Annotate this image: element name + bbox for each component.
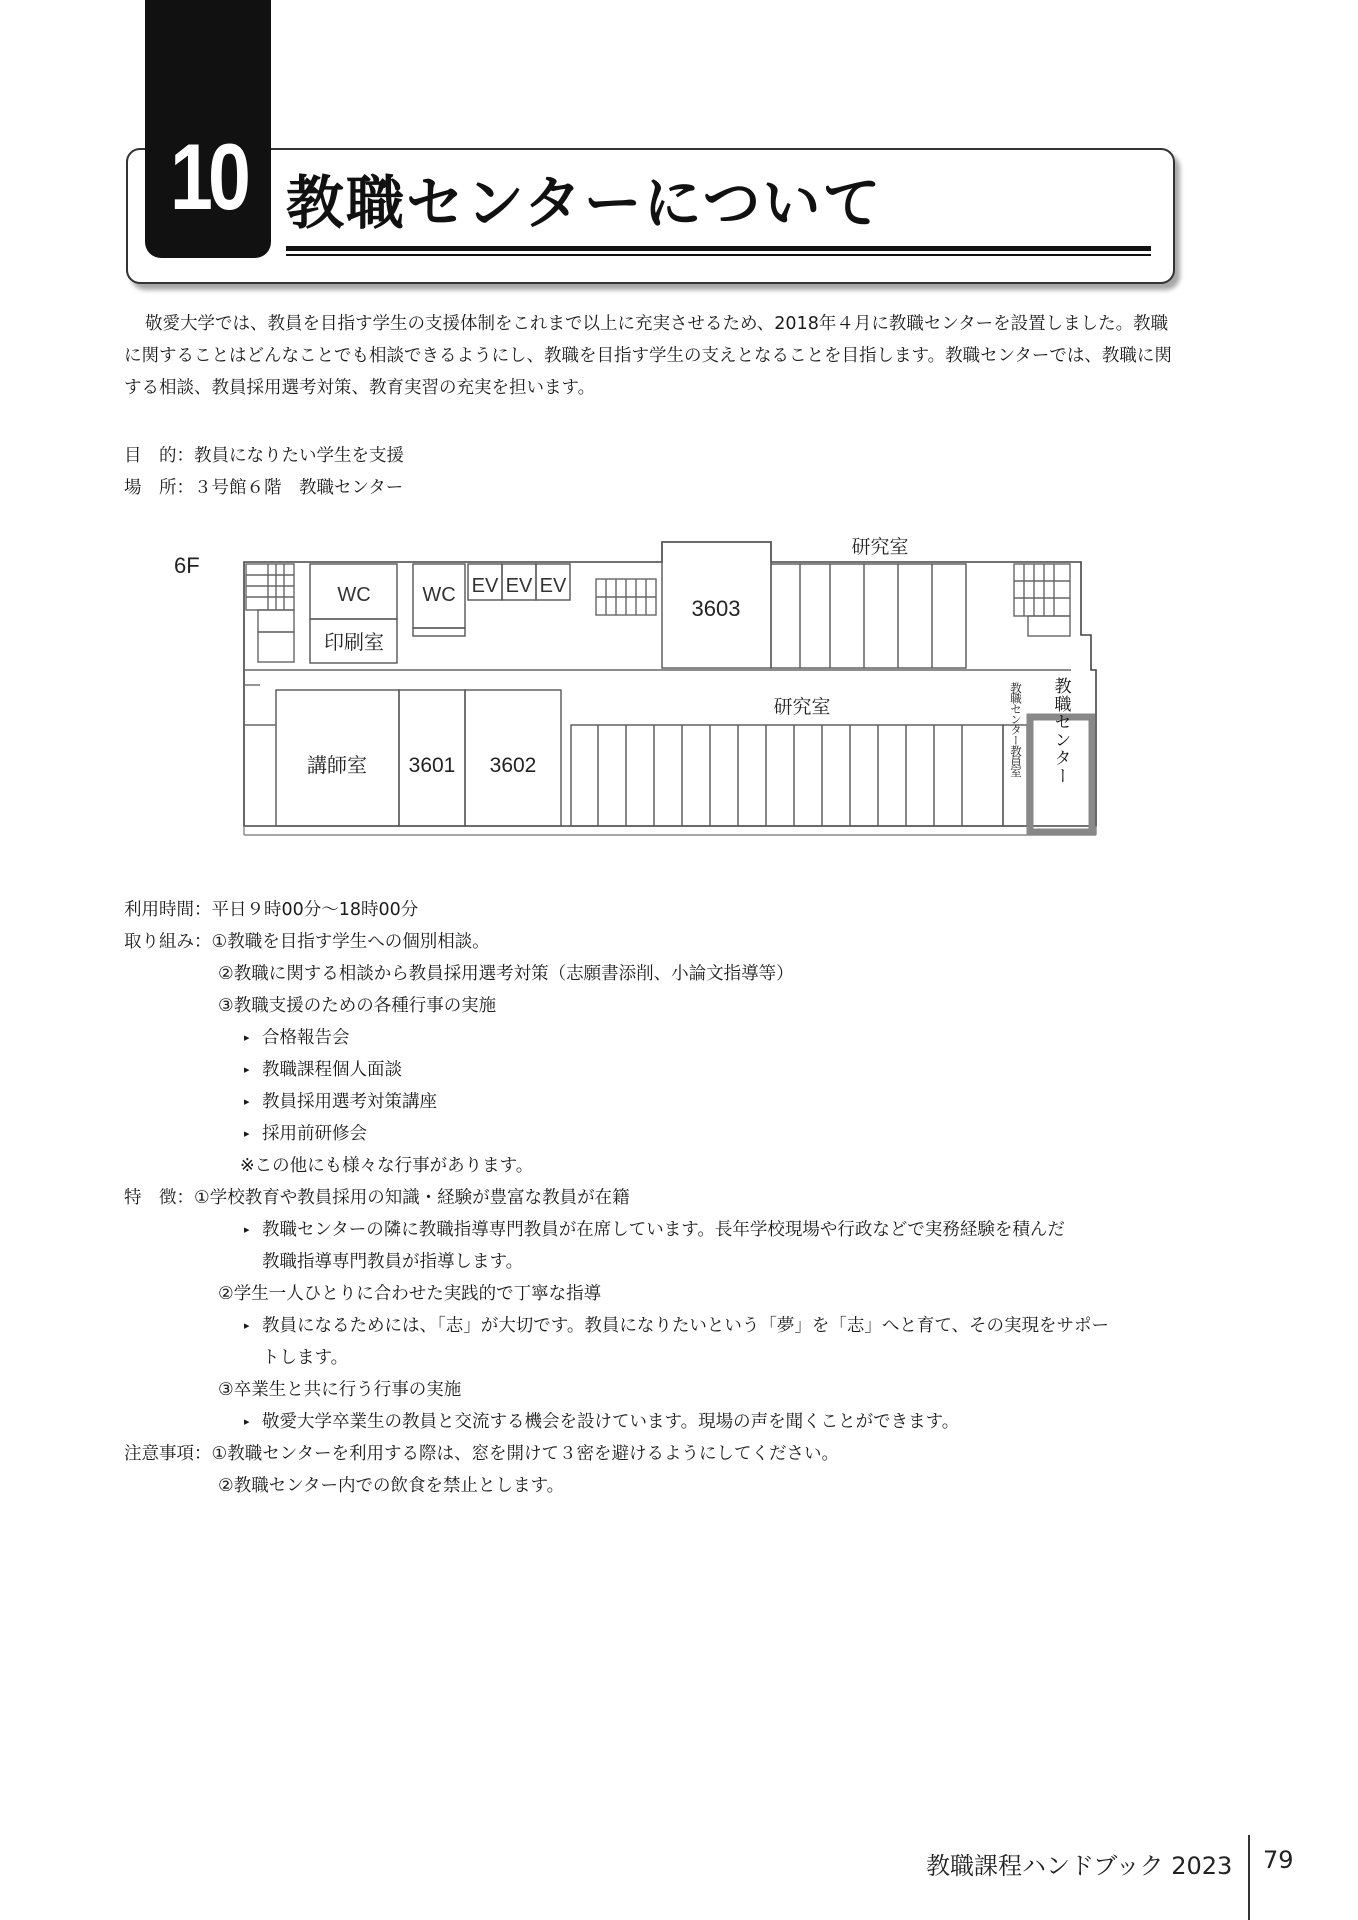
events-note: ※この他にも様々な行事があります。: [240, 1156, 534, 1176]
ev-label-2: EV: [505, 575, 533, 597]
feature-1-detail-cont: 教職指導専門教員が指導します。: [262, 1252, 524, 1272]
research-label-bottom: 研究室: [773, 697, 831, 718]
cautions-row: [124, 1438, 839, 1470]
purpose-label: 目 的：: [124, 446, 194, 466]
hours-value: 平日９時00分～18時00分: [211, 900, 419, 920]
caution-1: ①教職センターを利用する際は、窓を開けて３密を避けるようにしてください。: [211, 1444, 839, 1464]
stairs-right: [1014, 564, 1070, 636]
features-label: 特 徴：: [124, 1188, 194, 1208]
efforts-row: [124, 926, 490, 958]
stairs-left: [246, 564, 294, 662]
section-number: 10: [170, 124, 246, 229]
title-underline-thin: [286, 254, 1151, 256]
event-item-4: ▸ 採用前研修会: [244, 1118, 367, 1150]
research-rooms-bottom: [571, 725, 1003, 826]
feature-1: ①学校教育や教員採用の知識・経験が豊富な教員が在籍: [194, 1188, 630, 1208]
floor-map: [166, 535, 1116, 855]
page-number: 79: [1263, 1846, 1294, 1874]
location-value: ３号館６階 教職センター: [194, 478, 404, 498]
purpose-row: [124, 440, 404, 472]
caution-2: ②教職センター内での飲食を禁止とします。: [218, 1476, 565, 1496]
feature-2: ②学生一人ひとりに合わせた実践的で丁寧な指導: [218, 1284, 602, 1304]
room-3601-label: 3601: [408, 754, 456, 777]
cautions-label: 注意事項：: [124, 1444, 212, 1464]
center-staff-room-label: 教職センター教員室: [1009, 681, 1021, 777]
feature-1-detail: ▸ 教職センターの隣に教職指導専門教員が在席しています。長年学校現場や行政などで実務経験を積んだ: [244, 1214, 1065, 1246]
print-room-label: 印刷室: [324, 632, 384, 654]
bullet-triangle-icon: ▸: [244, 1223, 250, 1236]
wc-label-2: WC: [422, 584, 456, 606]
location-label: 場 所：: [124, 478, 194, 498]
room-3602-label: 3602: [489, 754, 537, 777]
bullet-triangle-icon: ▸: [244, 1095, 250, 1108]
bullet-triangle-icon: ▸: [244, 1415, 250, 1428]
feature-2-detail: ▸ 教員になるためには、「志」が大切です。教員になりたいという「夢」を「志」へと育て、その実現をサポー: [244, 1310, 1109, 1342]
effort-item-1: ①教職を目指す学生への個別相談。: [211, 932, 490, 952]
stairs-center: [596, 579, 656, 615]
research-rooms-top: [771, 564, 966, 668]
efforts-label: 取り組み：: [124, 932, 212, 952]
hours-row: [124, 894, 418, 926]
floor-label: 6F: [174, 553, 200, 578]
event-item-2: ▸ 教職課程個人面談: [244, 1054, 402, 1086]
features-row: [124, 1182, 630, 1214]
wc-label-1: WC: [337, 584, 371, 606]
building-outline: [244, 542, 1096, 826]
location-row: [124, 472, 403, 504]
effort-item-2: ②教職に関する相談から教員採用選考対策（志願書添削、小論文指導等）: [218, 964, 794, 984]
feature-2-detail-cont: トします。: [262, 1348, 349, 1368]
event-item-3: ▸ 教員採用選考対策講座: [244, 1086, 437, 1118]
lecturer-room-label: 講師室: [307, 755, 367, 777]
room-3603-label: 3603: [691, 596, 741, 621]
page-title: 教職センターについて: [286, 169, 883, 237]
intro-paragraph: 敬愛大学では、教員を目指す学生の支援体制をこれまで以上に充実させるため、2018年４月に教職センターを設置しました。教職に関することはどんなことでも相談できるようにし、教職を目指す学生の支えとなることを目指します。教職センターでは、教職に関する相談、教員採用選考対策、教育実習の充実を担います。: [124, 314, 1172, 398]
hours-label: 利用時間：: [124, 900, 212, 920]
effort-item-3: ③教職支援のための各種行事の実施: [218, 996, 497, 1016]
footer-divider: [1248, 1835, 1250, 1920]
ev-label-1: EV: [471, 575, 499, 597]
footer-title: 教職課程ハンドブック 2023: [926, 1852, 1233, 1880]
event-item-1: ▸ 合格報告会: [244, 1022, 350, 1054]
research-label-top: 研究室: [851, 537, 909, 558]
title-underline: [286, 246, 1151, 251]
career-center-label: 教職センター: [1051, 677, 1071, 785]
bullet-triangle-icon: ▸: [244, 1063, 250, 1076]
bullet-triangle-icon: ▸: [244, 1127, 250, 1140]
purpose-value: 教員になりたい学生を支援: [194, 446, 404, 466]
feature-3-detail: ▸ 敬愛大学卒業生の教員と交流する機会を設けています。現場の声を聞くことができます。: [244, 1406, 959, 1438]
feature-3: ③卒業生と共に行う行事の実施: [218, 1380, 462, 1400]
bullet-triangle-icon: ▸: [244, 1031, 250, 1044]
bullet-triangle-icon: ▸: [244, 1319, 250, 1332]
ev-label-3: EV: [539, 575, 567, 597]
